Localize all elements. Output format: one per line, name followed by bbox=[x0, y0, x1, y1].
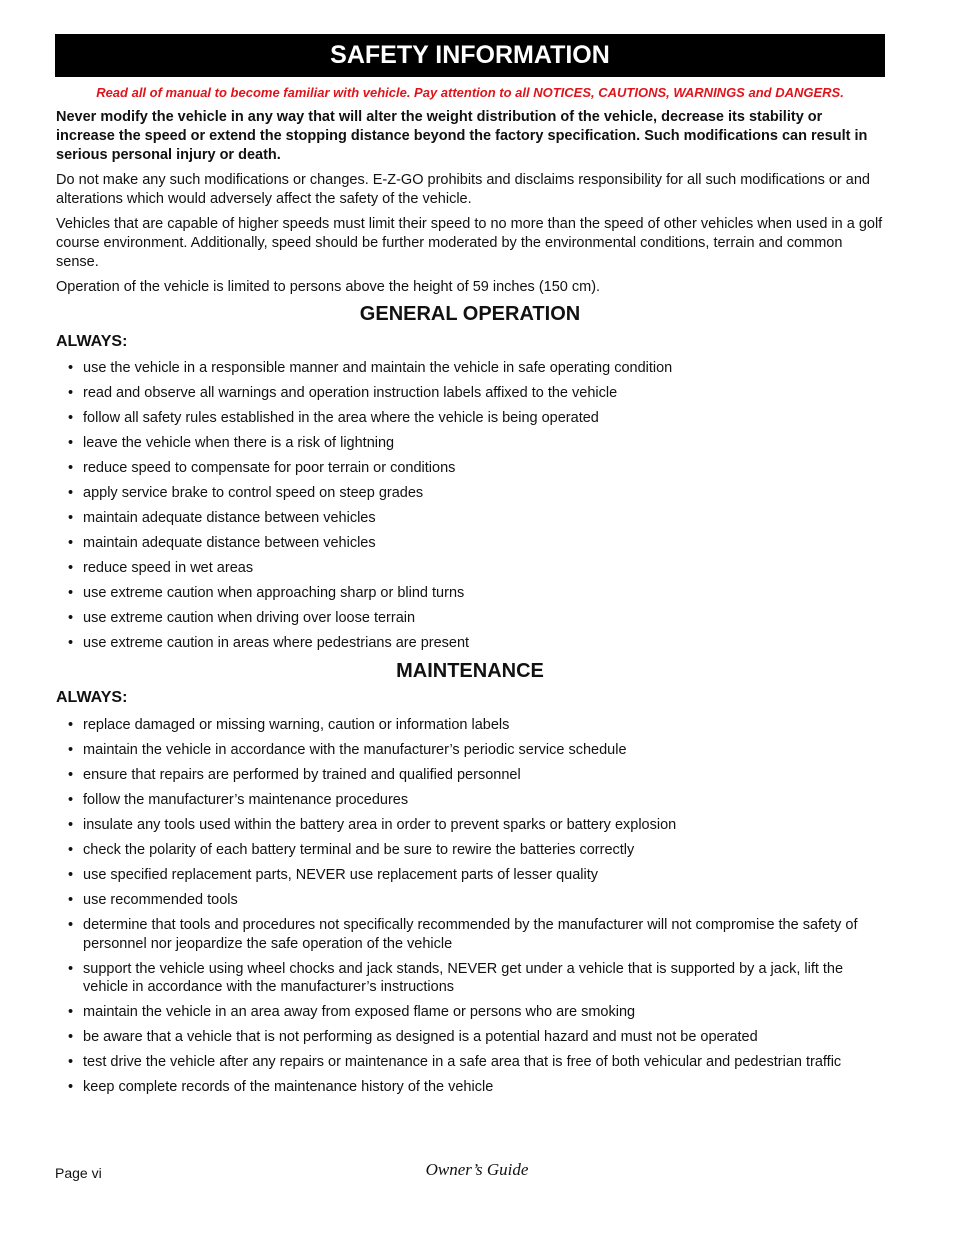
list-item: • insulate any tools used within the battery area in order to prevent sparks or battery explosion bbox=[68, 816, 884, 835]
general-operation-list bbox=[68, 359, 884, 659]
list-item: • use the vehicle in a responsible manner and maintain the vehicle in safe operating condition bbox=[68, 359, 884, 378]
list-item: • use extreme caution when driving over loose terrain bbox=[68, 609, 884, 628]
intro-paragraph-3: Operation of the vehicle is limited to persons above the height of 59 inches (150 cm). bbox=[56, 279, 601, 295]
list-item: • follow all safety rules established in the area where the vehicle is being operated bbox=[68, 409, 884, 428]
list-item: • keep complete records of the maintenance history of the vehicle bbox=[68, 1078, 884, 1097]
list-item: • test drive the vehicle after any repairs or maintenance in a safe area that is free of both vehicular and pedestrian traffic bbox=[68, 1053, 884, 1072]
list-item: • ensure that repairs are performed by trained and qualified personnel bbox=[68, 766, 884, 785]
list-item: • reduce speed in wet areas bbox=[68, 559, 884, 578]
list-item: • leave the vehicle when there is a risk of lightning bbox=[68, 434, 884, 453]
list-item: • support the vehicle using wheel chocks and jack stands, NEVER get under a vehicle that is supported by a jack, lift the vehicle in accordance with the manufacturer’s instructions bbox=[68, 960, 884, 997]
manual-notice: Read all of manual to become familiar with vehicle. Pay attention to all NOTICES, CAUTIONS, WARNINGS and DANGERS. bbox=[96, 85, 844, 100]
list-item: • determine that tools and procedures not specifically recommended by the manufacturer will not compromise the safety of personnel nor jeopardize the safe operation of the vehicle bbox=[68, 916, 884, 953]
maintenance-always-label: ALWAYS: bbox=[56, 689, 128, 706]
general-operation-heading: GENERAL OPERATION bbox=[359, 303, 581, 325]
intro-paragraph-2: Vehicles that are capable of higher speeds must limit their speed to no more than the speed of other vehicles when used in a golf course environment. Additionally, speed should be further moderated by the environmental conditions, terrain and common sense. bbox=[56, 216, 883, 270]
page-title-bar bbox=[55, 34, 885, 77]
footer-guide-title: Owner’s Guide bbox=[425, 1160, 529, 1179]
list-item: • use recommended tools bbox=[68, 891, 884, 910]
maintenance-list bbox=[68, 716, 884, 1103]
list-item: • reduce speed to compensate for poor terrain or conditions bbox=[68, 459, 884, 478]
list-item: • maintain adequate distance between vehicles bbox=[68, 509, 884, 528]
maintenance-heading: MAINTENANCE bbox=[396, 660, 544, 682]
list-item: • maintain the vehicle in an area away from exposed flame or persons who are smoking bbox=[68, 1003, 884, 1022]
list-item: • replace damaged or missing warning, caution or information labels bbox=[68, 716, 884, 735]
list-item: • maintain adequate distance between vehicles bbox=[68, 534, 884, 553]
modification-warning: Never modify the vehicle in any way that will alter the weight distribution of the vehicle, decrease its stability or increase the speed or extend the stopping distance beyond the factory specification. Such modifications can result in serious personal injury or death. bbox=[56, 109, 868, 163]
list-item: • check the polarity of each battery terminal and be sure to rewire the batteries correctly bbox=[68, 841, 884, 860]
list-item: • maintain the vehicle in accordance with the manufacturer’s periodic service schedule bbox=[68, 741, 884, 760]
list-item: • use extreme caution when approaching sharp or blind turns bbox=[68, 584, 884, 603]
list-item: • read and observe all warnings and operation instruction labels affixed to the vehicle bbox=[68, 384, 884, 403]
list-item: • use extreme caution in areas where pedestrians are present bbox=[68, 634, 884, 653]
list-item: • use specified replacement parts, NEVER use replacement parts of lesser quality bbox=[68, 866, 884, 885]
list-item: • be aware that a vehicle that is not performing as designed is a potential hazard and must not be operated bbox=[68, 1028, 884, 1047]
list-item: • follow the manufacturer’s maintenance procedures bbox=[68, 791, 884, 810]
page-title: SAFETY INFORMATION bbox=[330, 41, 610, 69]
page-number: Page vi bbox=[55, 1165, 102, 1181]
general-operation-always-label: ALWAYS: bbox=[56, 333, 128, 350]
list-item: • apply service brake to control speed on steep grades bbox=[68, 484, 884, 503]
intro-paragraph-1: Do not make any such modifications or changes. E-Z-GO prohibits and disclaims responsibility for all such modifications or and alterations which would adversely affect the safety of the vehicle. bbox=[56, 172, 870, 207]
